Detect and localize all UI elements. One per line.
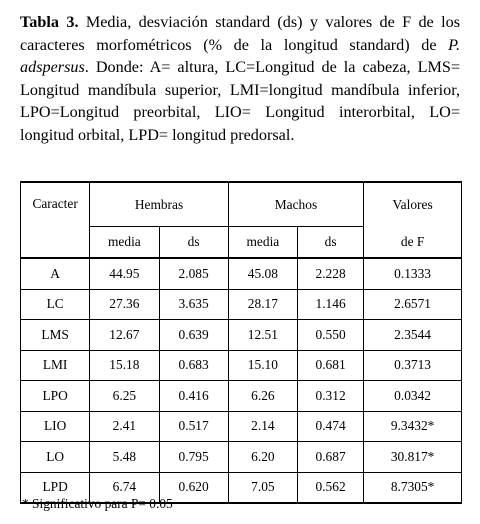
header-media-hembras: media xyxy=(90,227,159,259)
header-ds-hembras: ds xyxy=(159,227,228,259)
caption-label: Tabla 3. xyxy=(20,13,79,31)
morphometric-table xyxy=(20,181,462,504)
cell-hembras-media: 15.18 xyxy=(90,350,159,381)
cell-machos-media: 12.51 xyxy=(228,320,297,351)
table-row xyxy=(21,381,462,412)
header-de-f: de F xyxy=(364,227,462,259)
cell-valor-f: 0.0342 xyxy=(364,381,462,412)
cell-machos-ds: 2.228 xyxy=(298,258,364,289)
cell-hembras-ds: 2.085 xyxy=(159,258,228,289)
header-valores: Valores xyxy=(364,182,462,227)
header-caracter: Caracter xyxy=(21,182,90,258)
cell-machos-ds: 0.562 xyxy=(298,472,364,503)
cell-hembras-ds: 0.639 xyxy=(159,320,228,351)
cell-caracter: LMS xyxy=(21,320,90,351)
cell-machos-ds: 0.312 xyxy=(298,381,364,412)
cell-machos-ds: 0.550 xyxy=(298,320,364,351)
cell-hembras-ds: 0.683 xyxy=(159,350,228,381)
cell-caracter: LC xyxy=(21,289,90,320)
cell-machos-media: 2.14 xyxy=(228,411,297,442)
caption-text: Media, desviación standard (ds) y valores de F de los caracteres morfométricos (% de la longitud standard) de xyxy=(20,13,460,54)
cell-valor-f: 0.1333 xyxy=(364,258,462,289)
cell-machos-ds: 0.474 xyxy=(298,411,364,442)
table-caption xyxy=(20,11,460,147)
cell-valor-f: 30.817* xyxy=(364,442,462,473)
cell-caracter: LIO xyxy=(21,411,90,442)
cell-machos-media: 28.17 xyxy=(228,289,297,320)
cell-hembras-media: 6.25 xyxy=(90,381,159,412)
cell-valor-f: 0.3713 xyxy=(364,350,462,381)
table-row xyxy=(21,289,462,320)
cell-machos-ds: 1.146 xyxy=(298,289,364,320)
footnote: * Significativo para P= 0.05 xyxy=(22,496,173,511)
cell-machos-media: 15.10 xyxy=(228,350,297,381)
caption-species: P. adspersus xyxy=(20,35,460,77)
cell-hembras-ds: 0.795 xyxy=(159,442,228,473)
header-row-1 xyxy=(21,182,462,227)
cell-hembras-ds: 0.517 xyxy=(159,411,228,442)
cell-caracter: LPD xyxy=(21,472,90,503)
cell-machos-media: 45.08 xyxy=(228,258,297,289)
cell-hembras-media: 2.41 xyxy=(90,411,159,442)
cell-machos-media: 6.20 xyxy=(228,442,297,473)
cell-hembras-ds: 0.416 xyxy=(159,381,228,412)
cell-machos-ds: 0.687 xyxy=(298,442,364,473)
header-media-machos: media xyxy=(228,227,297,259)
caption-text-cont: . Donde: A= altura, LC=Longitud de la cabeza, LMS= Longitud mandíbula superior, LMI=longitud mandíbula inferior, LPO=Longitud preorbital, LIO= Longitud interorbital, LO= longitud orbital, LPD= longitud predorsal. xyxy=(20,58,460,144)
header-hembras: Hembras xyxy=(90,182,229,227)
table-row xyxy=(21,258,462,289)
cell-hembras-media: 5.48 xyxy=(90,442,159,473)
header-machos: Machos xyxy=(228,182,363,227)
cell-hembras-ds: 3.635 xyxy=(159,289,228,320)
cell-valor-f: 8.7305* xyxy=(364,472,462,503)
cell-hembras-media: 12.67 xyxy=(90,320,159,351)
cell-valor-f: 2.6571 xyxy=(364,289,462,320)
cell-machos-media: 7.05 xyxy=(228,472,297,503)
header-ds-machos: ds xyxy=(298,227,364,259)
cell-caracter: LMI xyxy=(21,350,90,381)
cell-hembras-media: 27.36 xyxy=(90,289,159,320)
cell-caracter: LO xyxy=(21,442,90,473)
table-row xyxy=(21,320,462,351)
cell-hembras-media: 6.74 xyxy=(90,472,159,503)
cell-valor-f: 2.3544 xyxy=(364,320,462,351)
table-row xyxy=(21,350,462,381)
cell-machos-ds: 0.681 xyxy=(298,350,364,381)
cell-hembras-media: 44.95 xyxy=(90,258,159,289)
table-row xyxy=(21,411,462,442)
table-row xyxy=(21,442,462,473)
cell-hembras-ds: 0.620 xyxy=(159,472,228,503)
cell-caracter: LPO xyxy=(21,381,90,412)
cell-caracter: A xyxy=(21,258,90,289)
cell-valor-f: 9.3432* xyxy=(364,411,462,442)
cell-machos-media: 6.26 xyxy=(228,381,297,412)
